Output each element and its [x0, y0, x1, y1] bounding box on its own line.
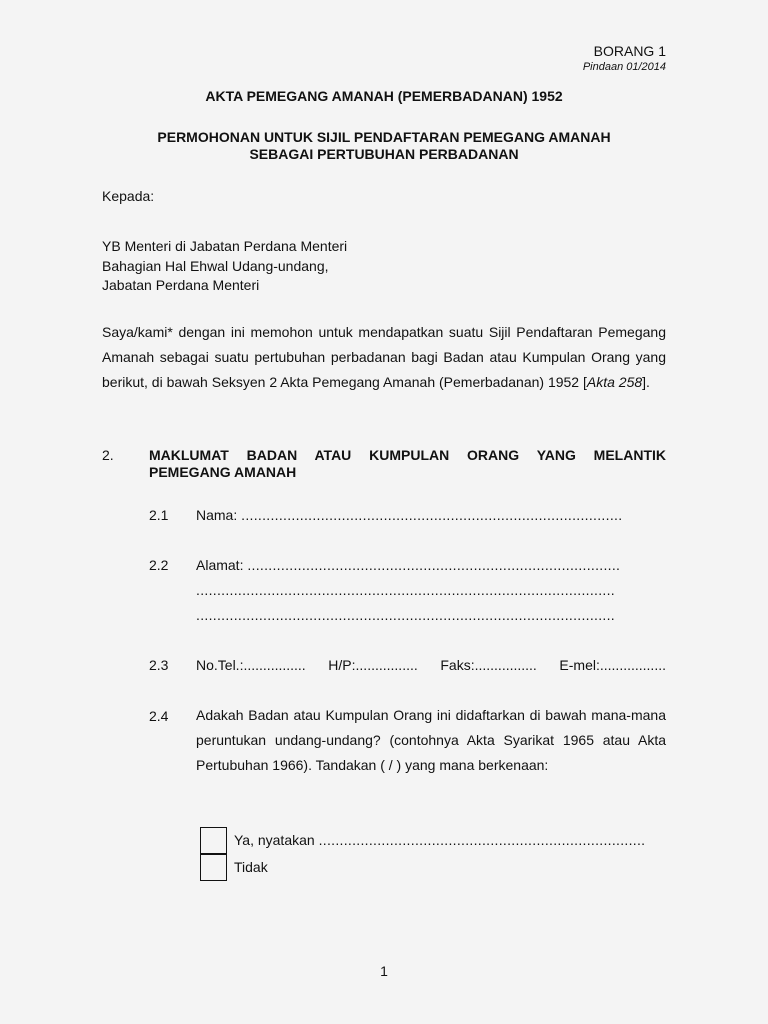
no-option[interactable]: Tidak: [234, 859, 268, 875]
name-label: Nama:: [196, 507, 238, 523]
address-field-line2[interactable]: [196, 582, 666, 598]
application-statement: [102, 320, 666, 395]
address-label: Alamat:: [196, 557, 244, 573]
document-subtitle: [102, 129, 666, 163]
amendment-note: Pindaan 01/2014: [582, 61, 666, 73]
name-dots: ...........................................................................................: [241, 507, 623, 523]
address-line: Jabatan Perdana Menteri: [102, 277, 260, 293]
mobile-field[interactable]: H/P:................: [328, 657, 418, 673]
recipient-address: [102, 237, 347, 296]
subtitle-line: SEBAGAI PERTUBUHAN PERBADANAN: [249, 146, 519, 162]
address-dots-line2: ....................................................................................................: [196, 582, 615, 598]
item-number: 2.4: [149, 708, 169, 724]
email-field[interactable]: E-mel:.................: [559, 657, 666, 673]
form-number: BORANG 1: [593, 43, 666, 59]
act-reference: Akta 258: [586, 374, 643, 390]
section-title: MAKLUMAT BADAN ATAU KUMPULAN ORANG YANG MELANTIK PEMEGANG AMANAH: [149, 447, 666, 480]
statement-end: ].: [642, 374, 650, 390]
address-field-line3[interactable]: [196, 607, 666, 623]
yes-checkbox[interactable]: [200, 827, 227, 854]
contact-fields: [196, 657, 666, 673]
phone-field[interactable]: No.Tel.:................: [196, 657, 306, 673]
subtitle-line: PERMOHONAN UNTUK SIJIL PENDAFTARAN PEMEGANG AMANAH: [157, 129, 611, 145]
address-line: YB Menteri di Jabatan Perdana Menteri: [102, 238, 348, 254]
page-number: 1: [380, 963, 388, 979]
address-field[interactable]: [196, 557, 666, 573]
document-title: AKTA PEMEGANG AMANAH (PEMERBADANAN) 1952: [205, 88, 563, 104]
name-field[interactable]: [196, 507, 666, 523]
address-line: Bahagian Hal Ehwal Udang-undang,: [102, 257, 329, 274]
yes-label: Ya, nyatakan: [234, 832, 315, 848]
section-number: 2.: [102, 447, 114, 463]
item-number: 2.3: [149, 657, 169, 673]
item-number: 2.1: [149, 507, 169, 523]
registration-question: Adakah Badan atau Kumpulan Orang ini didaftarkan di bawah mana-mana peruntukan undang-undang? (contohnya Akta Syarikat 1965 atau Akta Pertubuhan 1966). Tandakan ( / ) yang mana berkenaan:: [196, 707, 666, 773]
yes-dots: ..............................................................................: [318, 832, 646, 848]
recipient-label: Kepada:: [102, 188, 155, 204]
item-number: 2.2: [149, 557, 169, 573]
statement-text: Saya/kami* dengan ini memohon untuk mendapatkan suatu Sijil Pendaftaran Pemegang Amanah sebagai suatu pertubuhan perbadanan bagi Badan atau Kumpulan Orang yang berikut, di bawah Seksyen 2 Akta Pemegang Amanah (Pemerbadanan) 1952 [: [102, 324, 666, 390]
yes-option[interactable]: [234, 832, 666, 848]
fax-field[interactable]: Faks:................: [440, 657, 537, 673]
no-checkbox[interactable]: [200, 854, 227, 881]
address-dots-line3: ....................................................................................................: [196, 607, 615, 623]
address-dots: .........................................................................................: [247, 557, 621, 573]
